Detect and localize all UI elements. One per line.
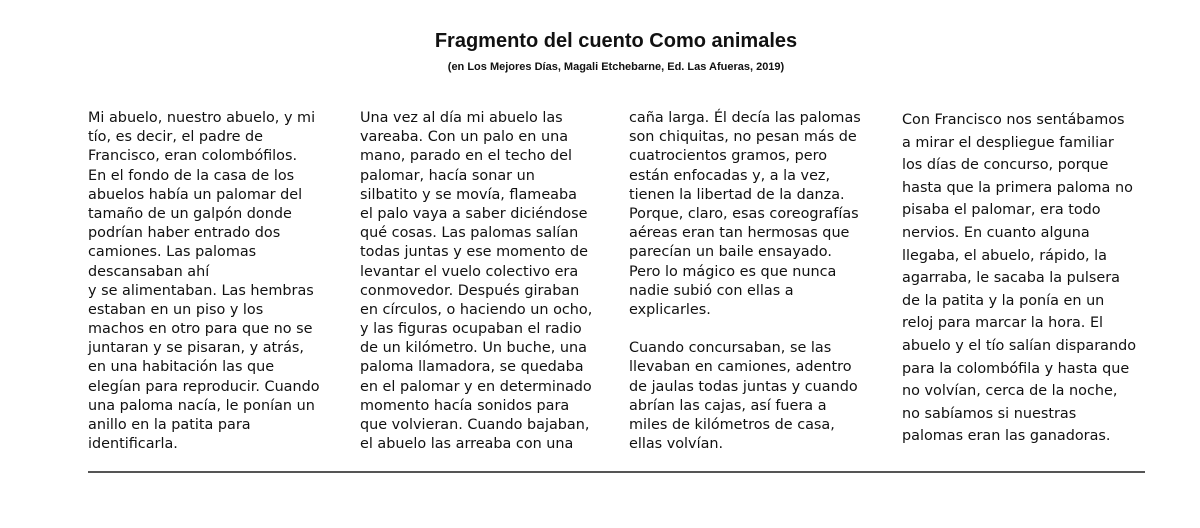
text-line: y se alimentaban. Las hembras [88, 282, 314, 299]
text-line: tienen la libertad de la danza. [629, 186, 845, 203]
text-line: machos en otro para que no se [88, 321, 313, 338]
text-line: el abuelo las arreaba con una [360, 436, 574, 453]
text-line: de jaulas todas juntas y cuando [629, 378, 858, 395]
text-line: paloma llamadora, se quedaba [360, 359, 584, 376]
text-line: en círculos, o haciendo un ocho, [360, 301, 593, 318]
text-line: de la patita y la ponía en un [902, 292, 1105, 309]
text-line: parecían un baile ensayado. [629, 244, 832, 261]
text-line: conmovedor. Después giraban [360, 282, 580, 299]
text-line: camiones. Las palomas [88, 244, 257, 261]
text-line: en una habitación las que [88, 359, 275, 376]
text-line: que volvieran. Cuando bajaban, [360, 417, 590, 433]
text-line: tamaño de un galpón donde [88, 205, 292, 222]
text-line: elegían para reproducir. Cuando [88, 378, 320, 395]
text-line: no volvían, cerca de la noche, [902, 383, 1118, 400]
text-line: momento hacía sonidos para [360, 397, 570, 414]
text-line: Una vez al día mi abuelo las [360, 110, 563, 126]
text-line: Pero lo mágico es que nunca [629, 263, 837, 280]
text-line: caña larga. Él decía las palomas [629, 110, 861, 126]
text-line: abuelo y el tío salían disparando [902, 337, 1137, 354]
text-line: vareaba. Con un palo en una [360, 129, 569, 146]
text-line: a mirar el despliegue familiar [902, 134, 1114, 151]
bottom-divider [88, 471, 1145, 473]
text-line: En el fondo de la casa de los [88, 167, 295, 184]
text-line: levantar el vuelo colectivo era [360, 263, 579, 280]
text-line: Porque, claro, esas coreografías [629, 205, 859, 222]
text-line: nervios. En cuanto alguna [902, 224, 1090, 241]
text-line: nadie subió con ellas a [629, 282, 794, 299]
text-line: explicarles. [629, 301, 711, 318]
document-title: Fragmento del cuento Como animales [434, 30, 798, 52]
text-line: el palo vaya a saber diciéndose [360, 205, 588, 222]
text-column-4 [902, 109, 1136, 448]
text-line: juntaran y se pisaran, y atrás, [88, 340, 304, 357]
text-line: hasta que la primera paloma no [902, 179, 1133, 196]
text-line: cuatrocientos gramos, pero [629, 148, 828, 165]
text-line: anillo en la patita para [88, 417, 251, 433]
text-line: los días de concurso, porque [902, 157, 1109, 174]
text-line: de un kilómetro. Un buche, una [360, 340, 587, 357]
text-line: Francisco, eran colombófilos. [88, 148, 298, 165]
text-line: son chiquitas, no pesan más de [629, 129, 857, 146]
text-line: tío, es decir, el padre de [88, 129, 264, 146]
text-line: una paloma nacía, le ponían un [88, 397, 315, 414]
text-line: Con Francisco nos sentábamos [902, 112, 1125, 128]
text-line: ellas volvían. [629, 436, 724, 453]
text-line: abrían las cajas, así fuera a [629, 397, 827, 414]
text-line: palomar, hacía sonar un [360, 167, 535, 184]
text-line: no sabíamos si nuestras [902, 405, 1077, 422]
text-line: reloj para marcar la hora. El [902, 315, 1104, 332]
text-line: aéreas eran tan hermosas que [629, 225, 850, 242]
text-line: abuelos había un palomar del [88, 186, 303, 203]
text-line: para la colombófila y hasta que [902, 360, 1130, 377]
text-line: todas juntas y ese momento de [360, 244, 588, 261]
text-line: silbatito y se movía, flameaba [360, 186, 577, 203]
document-subtitle: (en Los Mejores Días, Magali Etchebarne, Ed. Las Afueras, 2019) [447, 61, 785, 73]
text-line: podrían haber entrado dos [88, 225, 281, 242]
text-line: y las figuras ocupaban el radio [360, 321, 582, 338]
text-column-2 [360, 109, 592, 454]
paragraph-gap [629, 320, 861, 339]
text-line: Mi abuelo, nuestro abuelo, y mi [88, 110, 316, 126]
text-line: descansaban ahí [88, 263, 210, 280]
text-column-3 [629, 109, 861, 454]
text-line: palomas eran las ganadoras. [902, 428, 1111, 445]
text-line: en el palomar y en determinado [360, 378, 592, 395]
text-column-1 [88, 109, 320, 454]
text-line: están enfocadas y, a la vez, [629, 167, 831, 184]
text-line: agarraba, le sacaba la pulsera [902, 270, 1121, 287]
text-line: pisaba el palomar, era todo [902, 202, 1101, 219]
text-line: miles de kilómetros de casa, [629, 417, 835, 433]
text-line: llegaba, el abuelo, rápido, la [902, 247, 1107, 264]
text-line: Cuando concursaban, se las [629, 340, 832, 357]
text-line: estaban en un piso y los [88, 301, 264, 318]
text-line: qué cosas. Las palomas salían [360, 225, 579, 242]
text-line: identificarla. [88, 436, 178, 453]
text-line: llevaban en camiones, adentro [629, 359, 852, 376]
text-line: mano, parado en el techo del [360, 148, 572, 165]
